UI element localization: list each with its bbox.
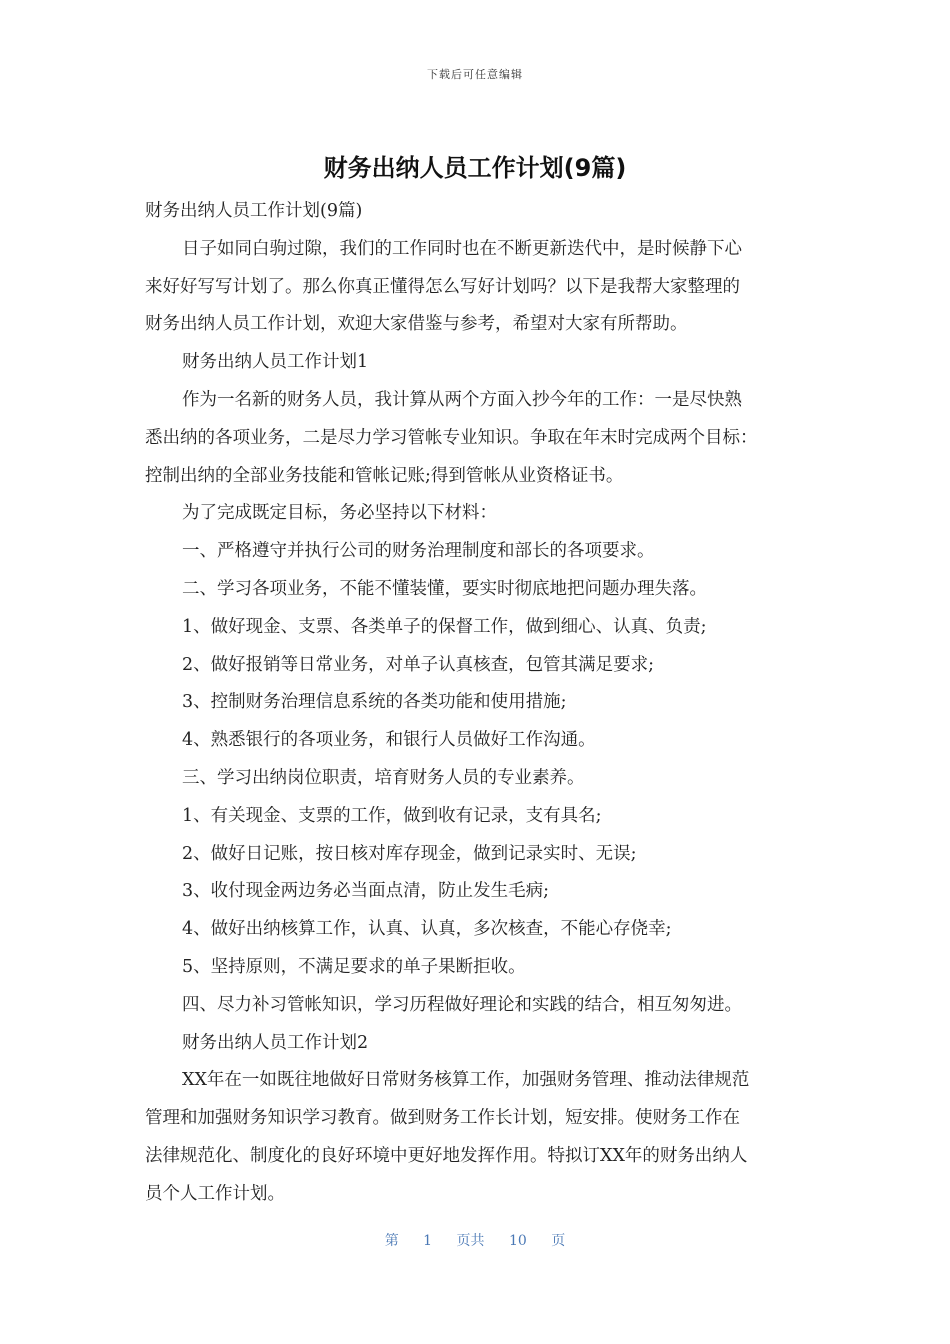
text-line: 一、严格遵守并执行公司的财务治理制度和部长的各项要求。: [182, 541, 655, 562]
text-line: 控制出纳的全部业务技能和管帐记账;得到管帐从业资格证书。: [145, 465, 624, 486]
text-line: 1、做好现金、支票、各类单子的保督工作，做到细心、认真、负责;: [182, 616, 707, 637]
text-line: 二、学习各项业务，不能不懂装懂，要实时彻底地把问题办理失落。: [182, 578, 707, 599]
text-line: 日子如同白驹过隙，我们的工作同时也在不断更新迭代中，是时候静下心: [182, 238, 742, 259]
text-line: 财务出纳人员工作计划，欢迎大家借鉴与参考，希望对大家有所帮助。: [145, 314, 688, 335]
text-line: 员个人工作计划。: [145, 1183, 285, 1204]
text-line: 5、坚持原则，不满足要求的单子果断拒收。: [182, 956, 526, 977]
document-title: 财务出纳人员工作计划(9篇): [323, 154, 627, 182]
footer-suffix: 页: [551, 1233, 566, 1249]
text-line: 为了完成既定目标，务必坚持以下材料：: [182, 503, 497, 524]
text-line: 管理和加强财务知识学习教育。做到财务工作长计划，短安排。使财务工作在: [145, 1108, 740, 1129]
footer-total-pages: 10: [509, 1233, 527, 1249]
text-line: 1、有关现金、支票的工作，做到收有记录，支有具名;: [182, 805, 602, 826]
text-line: 作为一名新的财务人员，我计算从两个方面入抄今年的工作：一是尽快熟: [182, 389, 742, 410]
text-line: 来好好写写计划了。那么你真正懂得怎么写好计划吗？以下是我帮大家整理的: [145, 276, 740, 297]
footer-prefix: 第: [384, 1233, 399, 1249]
text-line: 3、收付现金两边务必当面点清，防止发生毛病;: [182, 881, 550, 902]
header-note: 下载后可任意编辑: [427, 68, 523, 81]
text-line: 4、熟悉银行的各项业务，和银行人员做好工作沟通。: [182, 730, 596, 751]
text-line: 4、做好出纳核算工作，认真、认真，多次核查，不能心存侥幸;: [182, 919, 672, 940]
text-line: 财务出纳人员工作计划(9篇): [145, 201, 363, 221]
footer-current-page: 1: [423, 1233, 433, 1249]
text-line: 3、控制财务治理信息系统的各类功能和使用措施;: [182, 692, 567, 713]
text-line: 2、做好报销等日常业务，对单子认真核查，包管其满足要求;: [182, 654, 655, 675]
page-footer: [0, 1230, 950, 1250]
text-line: 2、做好日记账，按日核对库存现金，做到记录实时、无误;: [182, 843, 637, 864]
text-line: 财务出纳人员工作计划1: [182, 352, 369, 373]
document-body: [145, 193, 807, 1214]
text-line: 四、尽力补习管帐知识，学习历程做好理论和实践的结合，相互匆匆进。: [182, 994, 742, 1015]
text-line: 悉出纳的各项业务，二是尽力学习管帐专业知识。争取在年末时完成两个目标：: [145, 427, 758, 448]
text-line: 三、学习出纳岗位职责，培育财务人员的专业素养。: [182, 767, 585, 788]
text-line: 法律规范化、制度化的良好环境中更好地发挥作用。特拟订XX年的财务出纳人: [145, 1145, 748, 1166]
footer-middle: 页共: [456, 1233, 485, 1249]
text-line: 财务出纳人员工作计划2: [182, 1032, 369, 1053]
text-line: XX年在一如既往地做好日常财务核算工作，加强财务管理、推动法律规范: [182, 1070, 750, 1091]
